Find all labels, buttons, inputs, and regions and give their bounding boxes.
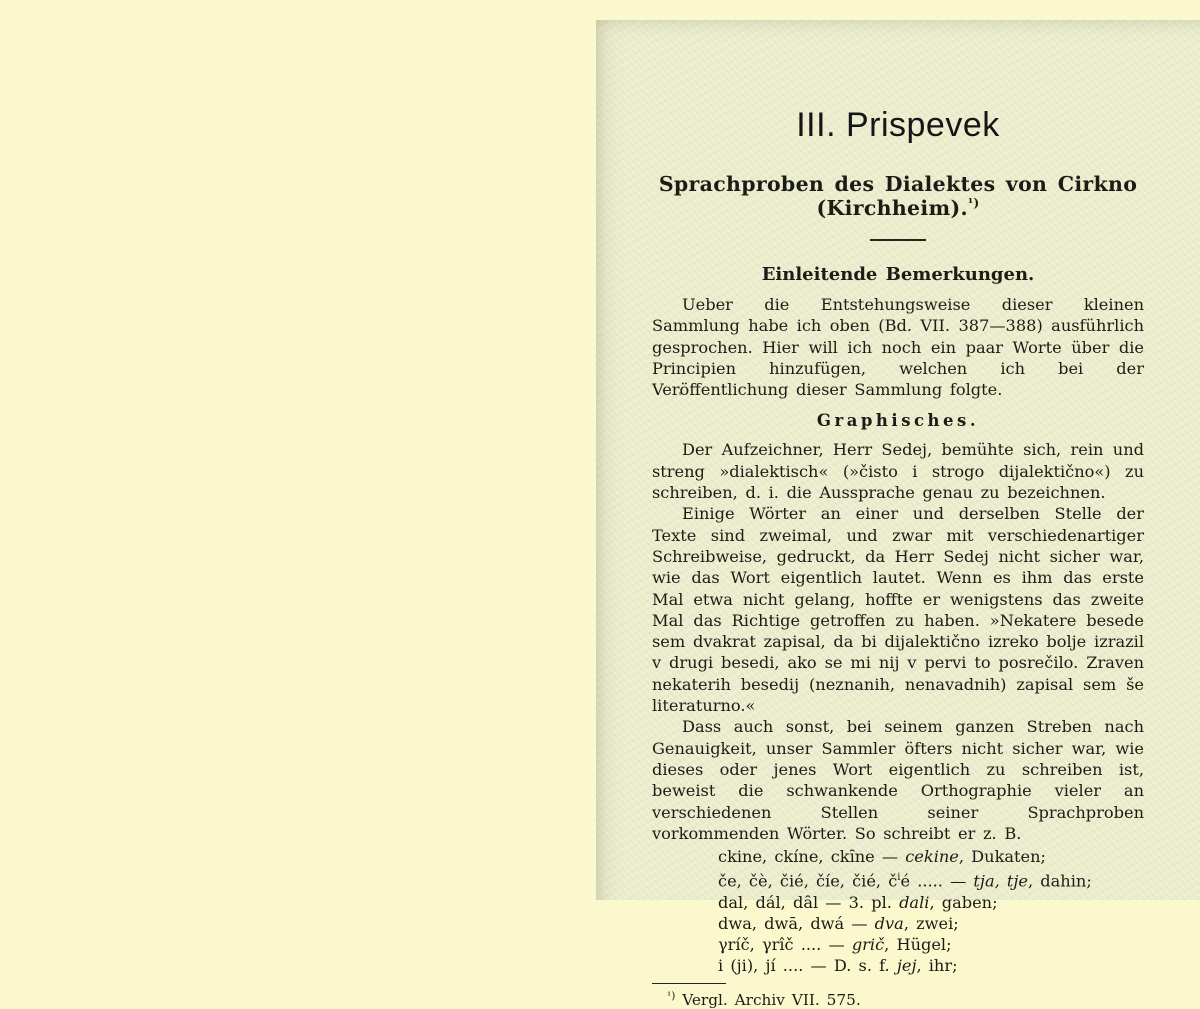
variant-forms: é ..... — bbox=[900, 871, 974, 891]
word-list-item bbox=[718, 913, 1144, 934]
word-list-item bbox=[718, 934, 1144, 955]
article-title bbox=[652, 172, 1144, 220]
gloss: , zwei; bbox=[903, 913, 959, 933]
footnote-text bbox=[675, 991, 682, 1009]
footnote-text: Vergl. Archiv VII. 575. bbox=[682, 990, 861, 1009]
word-list-item bbox=[718, 867, 1144, 891]
paragraph-graphisches-1: Der Aufzeichner, Herr Sedej, bemühte sich, rein und streng »dialektisch« (»čisto i strogo dijalektično«) zu schreiben, d. i. die Aussprache genau zu bezeichnen. bbox=[652, 440, 1144, 503]
scanned-page bbox=[596, 20, 1200, 1009]
word-list-item bbox=[718, 955, 1144, 976]
title-divider bbox=[870, 239, 926, 241]
footnote-divider bbox=[652, 983, 726, 984]
gloss: , dahin; bbox=[1028, 871, 1092, 891]
variant-forms: γríč, γrîč .... — bbox=[718, 934, 852, 954]
standard-form: cekine bbox=[905, 847, 959, 867]
word-variant-list bbox=[718, 846, 1144, 975]
standard-form: tja, tje bbox=[973, 871, 1028, 891]
standard-form: dva bbox=[874, 913, 904, 933]
word-list-item bbox=[718, 846, 1144, 867]
superscript-i: i bbox=[897, 872, 901, 884]
footnote bbox=[667, 990, 1144, 1009]
variant-forms: dwa, dwā, dwá — bbox=[718, 913, 875, 933]
section-heading-einleitende-bemerkungen: Einleitende Bemerkungen. bbox=[761, 264, 1035, 285]
article-title-text: Sprachproben des Dialektes von Cirkno (Kirchheim). bbox=[658, 172, 1138, 220]
gloss: , Hügel; bbox=[884, 934, 952, 954]
footnote-mark: ¹) bbox=[667, 989, 676, 1002]
standard-form: jej bbox=[896, 955, 917, 975]
paragraph-graphisches-2: Einige Wörter an einer und derselben Stelle der Texte sind zweimal, und zwar mit verschiedenartiger Schreibweise, gedruckt, da Herr Sedej nicht sicher war, wie das Wort eigentlich lautet. Wenn es ihm das erste Mal etwa nicht gelang, hoffte er wenigstens das zweite Mal das Richtige getroffen zu haben. »Nekatere besede sem dvakrat zapisal, da bi dijalektično izreko bolje izrazil v drugi besedi, ako se mi nij v pervi to posrečilo. Zraven nekaterih besedij (neznanih, nenavadnih) zapisal sem še literaturno.« bbox=[652, 504, 1144, 716]
variant-forms: ckine, ckíne, ckȋne — bbox=[718, 847, 906, 867]
gloss: , Dukaten; bbox=[958, 847, 1046, 867]
gloss: , gaben; bbox=[929, 892, 998, 912]
gloss: , ihr; bbox=[916, 955, 958, 975]
word-list-item bbox=[718, 892, 1144, 913]
chapter-title: III. Prispevek bbox=[796, 106, 1000, 144]
page-content bbox=[652, 20, 1144, 1009]
variant-forms: i (ji), jí .... — D. s. f. bbox=[718, 955, 897, 975]
standard-form: grič bbox=[851, 934, 885, 954]
variant-forms: dal, dál, dȃl — 3. pl. bbox=[718, 892, 900, 912]
section-heading-graphisches: Graphisches. bbox=[816, 411, 980, 431]
standard-form: dali bbox=[899, 892, 930, 912]
footnote-reference-mark: ¹) bbox=[967, 196, 980, 211]
paragraph-graphisches-3: Dass auch sonst, bei seinem ganzen Streben nach Genauigkeit, unser Sammler öfters nicht sicher war, wie dieses oder jenes Wort eigentlich zu schreiben ist, beweist die schwankende Orthographie vieler an verschiedenen Stellen seiner Sprachproben vorkommenden Wörter. So schreibt er z. B. bbox=[652, 717, 1144, 843]
paragraph-intro: Ueber die Entstehungsweise dieser kleinen Sammlung habe ich oben (Bd. VII. 387—388) ausführlich gesprochen. Hier will ich noch ein paar Worte über die Principien hinzufügen, welchen ich bei der Veröffentlichung dieser Sammlung folgte. bbox=[652, 295, 1144, 400]
variant-forms: če, čè, čié, číe, čié, č bbox=[718, 871, 898, 891]
